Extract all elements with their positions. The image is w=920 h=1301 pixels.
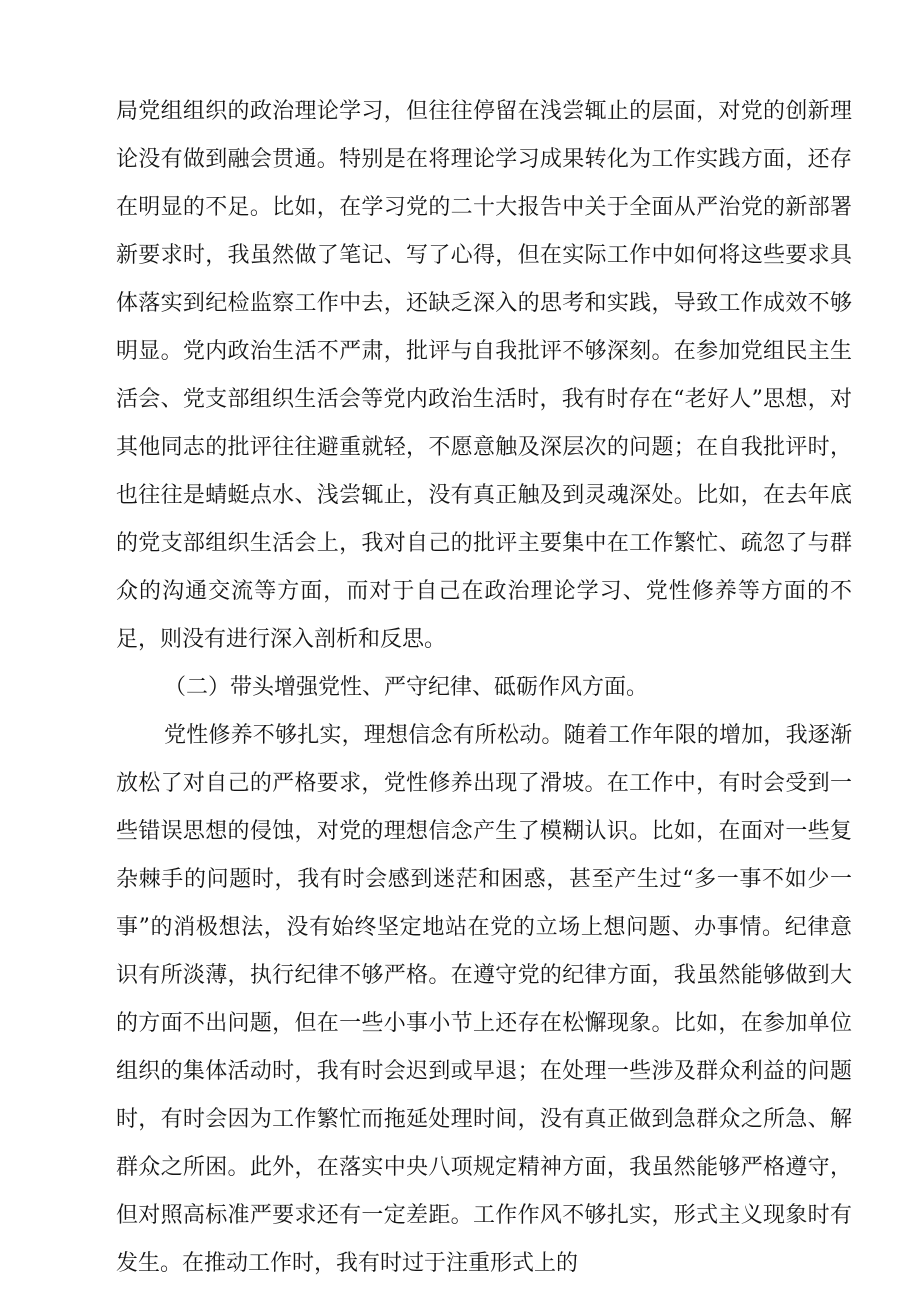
body-paragraph: 党性修养不够扎实，理想信念有所松动。随着工作年限的增加，我逐渐放松了对自己的严格要求，党性修养出现了滑坡。在工作中，有时会受到一些错误思想的侵蚀，对党的理想信念产生了模糊认识。比如，在面对一些复杂棘手的问题时，我有时会感到迷茫和困惑，甚至产生过“多一事不如少一事”的消极想法，没有始终坚定地站在党的立场上想问题、办事情。纪律意识有所淡薄，执行纪律不够严格。在遵守党的纪律方面，我虽然能够做到大的方面不出问题，但在一些小事小节上还存在松懈现象。比如，在参加单位组织的集体活动时，我有时会迟到或早退；在处理一些涉及群众利益的问题时，有时会因为工作繁忙而拖延处理时间，没有真正做到急群众之所急、解群众之所困。此外，在落实中央八项规定精神方面，我虽然能够严格遵守，但对照高标准严要求还有一定差距。工作作风不够扎实，形式主义现象时有发生。在推动工作时，我有时过于注重形式上的 [116,723,852,1276]
body-paragraph-continued: 局党组组织的政治理论学习，但往往停留在浅尝辄止的层面，对党的创新理论没有做到融会贯通。特别是在将理论学习成果转化为工作实践方面，还存在明显的不足。比如，在学习党的二十大报告中关于全面从严治党的新部署新要求时，我虽然做了笔记、写了心得，但在实际工作中如何将这些要求具体落实到纪检监察工作中去，还缺乏深入的思考和实践，导致工作成效不够明显。党内政治生活不严肃，批评与自我批评不够深刻。在参加党组民主生活会、党支部组织生活会等党内政治生活时，我有时存在“老好人”思想，对其他同志的批评往往避重就轻，不愿意触及深层次的问题；在自我批评时，也往往是蜻蜓点水、浅尝辄止，没有真正触及到灵魂深处。比如，在去年底的党支部组织生活会上，我对自己的批评主要集中在工作繁忙、疏忽了与群众的沟通交流等方面，而对于自己在政治理论学习、党性修养等方面的不足，则没有进行深入剖析和反思。 [116,99,852,652]
document-body [116,88,852,1288]
section-heading: （二）带头增强党性、严守纪律、砥砺作风方面。 [164,675,649,700]
